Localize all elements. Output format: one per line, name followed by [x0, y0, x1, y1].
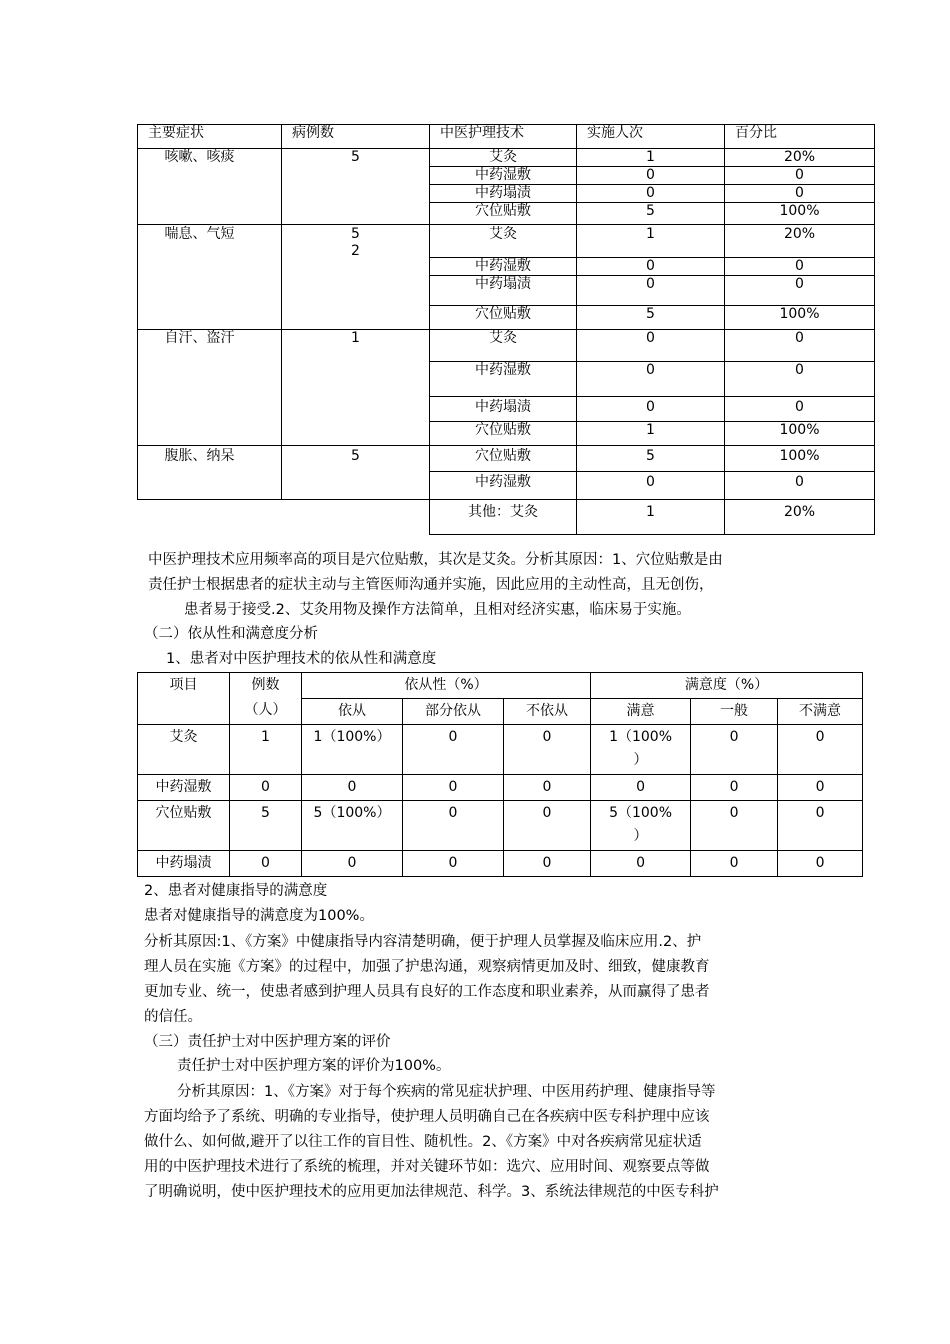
technique-cell: 穴位贴敷: [430, 306, 577, 330]
percent-cell: 0: [725, 362, 875, 397]
table-header-row: [138, 673, 863, 699]
cases-cell: 0: [230, 851, 302, 877]
partial-cell: 0: [403, 851, 504, 877]
satisfied-value: 1（100%: [609, 729, 672, 745]
partial-cell: 0: [403, 801, 504, 851]
count-cell: 5: [577, 306, 725, 330]
satisfied-cell: [591, 725, 691, 775]
para3-line1: 分析其原因：1、《方案》对于每个疾病的常见症状护理、中医用药护理、健康指导等: [177, 1084, 716, 1100]
technique-cell: 穴位贴敷: [430, 203, 577, 225]
para1-line1: 中医护理技术应用频率高的项目是穴位贴敷，其次是艾灸。分析其原因：1、穴位贴敷是由: [148, 552, 723, 568]
percent-cell: 100%: [725, 446, 875, 472]
neutral-cell: 0: [691, 851, 778, 877]
satisfied-value-wrap: ）: [633, 752, 648, 768]
section-heading-3: （三）责任护士对中医护理方案的评价: [144, 1034, 391, 1050]
neutral-cell: 0: [691, 801, 778, 851]
symptom-cell: 咳嗽、咳痰: [138, 149, 282, 225]
unsatisfied-cell: 0: [778, 775, 863, 801]
header-compliance: 依从性（%）: [302, 673, 591, 699]
technique-cell: 中药塌渍: [430, 276, 577, 306]
percent-cell: 0: [725, 258, 875, 276]
header-count: 实施人次: [577, 125, 725, 149]
symptom-cell: 喘息、气短: [138, 225, 282, 330]
count-cell: 5: [577, 203, 725, 225]
subheader-satisfied: 满意: [591, 699, 691, 725]
percent-cell: 0: [725, 276, 875, 306]
table-row: [138, 330, 875, 362]
header-cases-top: 例数: [251, 677, 280, 693]
technique-cell: 穴位贴敷: [430, 446, 577, 472]
count-cell: 5: [577, 446, 725, 472]
header-satisfaction: 满意度（%）: [591, 673, 863, 699]
item-cell: 艾灸: [138, 725, 230, 775]
count-cell: 1: [577, 500, 725, 535]
table-row: [138, 500, 875, 535]
header-cases: 病例数: [282, 125, 430, 149]
unsatisfied-cell: 0: [778, 801, 863, 851]
header-percent: 百分比: [725, 125, 875, 149]
percent-cell: 20%: [725, 149, 875, 167]
percent-cell: 100%: [725, 306, 875, 330]
cases-cell: [282, 225, 430, 330]
percent-cell: 0: [725, 472, 875, 500]
table-row: [138, 801, 863, 851]
subheader-comply: 依从: [302, 699, 403, 725]
header-symptom: 主要症状: [138, 125, 282, 149]
table-row: [138, 851, 863, 877]
subheading-health-guidance: 2、患者对健康指导的满意度: [144, 883, 328, 899]
para2-line3: 更加专业、统一，使患者感到护理人员具有良好的工作态度和职业素养，从而赢得了患者: [144, 984, 710, 1000]
count-cell: 1: [577, 422, 725, 446]
technique-cell: 其他：艾灸: [430, 500, 577, 535]
para3-line5: 了明确说明，使中医护理技术的应用更加法律规范、科学。3、系统法律规范的中医专科护: [144, 1184, 719, 1200]
count-cell: 0: [577, 362, 725, 397]
count-cell: 0: [577, 330, 725, 362]
para2-line4: 的信任。: [144, 1009, 202, 1025]
noncomply-cell: 0: [504, 725, 591, 775]
count-cell: 0: [577, 276, 725, 306]
satisfied-cell: [591, 801, 691, 851]
count-cell: 0: [577, 397, 725, 422]
technique-cell: 中药塌渍: [430, 185, 577, 203]
comply-cell: 5（100%）: [302, 801, 403, 851]
satisfied-cell: 0: [591, 775, 691, 801]
cases-value: 5: [351, 226, 360, 242]
cases-value-extra: 2: [351, 243, 360, 259]
cases-cell: 1: [282, 330, 430, 446]
table-row: [138, 446, 875, 472]
count-cell: 0: [577, 185, 725, 203]
noncomply-cell: 0: [504, 851, 591, 877]
cases-cell: 0: [230, 775, 302, 801]
satisfied-cell: 0: [591, 851, 691, 877]
para3-line4: 用的中医护理技术进行了系统的梳理，并对关键环节如：选穴、应用时间、观察要点等做: [144, 1159, 710, 1175]
count-cell: 0: [577, 472, 725, 500]
table-row: [138, 775, 863, 801]
table-row: [138, 725, 863, 775]
percent-cell: 20%: [725, 500, 875, 535]
partial-cell: 0: [403, 725, 504, 775]
item-cell: 中药塌渍: [138, 851, 230, 877]
header-cases: [230, 673, 302, 725]
compliance-satisfaction-table: [137, 672, 863, 877]
header-item: 项目: [138, 673, 230, 725]
cases-cell: 1: [230, 725, 302, 775]
subheader-partial: 部分依从: [403, 699, 504, 725]
section-heading-2: （二）依从性和满意度分析: [144, 626, 318, 642]
subheader-neutral: 一般: [691, 699, 778, 725]
comply-cell: 1（100%）: [302, 725, 403, 775]
para3-line3: 做什么、如何做,避开了以往工作的盲目性、随机性。2、《方案》中对各疾病常见症状适: [144, 1134, 702, 1150]
para2-line2: 理人员在实施《方案》的过程中，加强了护患沟通，观察病情更加及时、细致，健康教育: [144, 959, 710, 975]
percent-cell: 0: [725, 397, 875, 422]
subheader-unsatisfied: 不满意: [778, 699, 863, 725]
count-cell: 1: [577, 149, 725, 167]
neutral-cell: 0: [691, 775, 778, 801]
technique-cell: 艾灸: [430, 149, 577, 167]
satisfied-value-wrap: ）: [633, 828, 648, 844]
cases-cell: 5: [282, 446, 430, 500]
satisfaction-line: 患者对健康指导的满意度为100%。: [144, 908, 374, 924]
cases-cell: 5: [282, 149, 430, 225]
para2-line1: 分析其原因:1、《方案》中健康指导内容清楚明确，便于护理人员掌握及临床应用.2、护: [144, 934, 702, 950]
noncomply-cell: 0: [504, 775, 591, 801]
header-technique: 中医护理技术: [430, 125, 577, 149]
comply-cell: 0: [302, 775, 403, 801]
subheader-noncomply: 不依从: [504, 699, 591, 725]
technique-cell: 艾灸: [430, 330, 577, 362]
noncomply-cell: 0: [504, 801, 591, 851]
nursing-technique-table: [137, 124, 875, 535]
item-cell: 中药湿敷: [138, 775, 230, 801]
neutral-cell: 0: [691, 725, 778, 775]
technique-cell: 中药湿敷: [430, 362, 577, 397]
count-cell: 0: [577, 258, 725, 276]
technique-cell: 中药湿敷: [430, 472, 577, 500]
table-header-row: [138, 125, 875, 149]
percent-cell: 0: [725, 330, 875, 362]
technique-cell: 中药湿敷: [430, 258, 577, 276]
cases-cell: 5: [230, 801, 302, 851]
symptom-cell: 腹胀、纳呆: [138, 446, 282, 500]
count-cell: 0: [577, 167, 725, 185]
item-cell: 穴位贴敷: [138, 801, 230, 851]
evaluation-line: 责任护士对中医护理方案的评价为100%。: [177, 1058, 451, 1074]
partial-cell: 0: [403, 775, 504, 801]
technique-cell: 中药塌渍: [430, 397, 577, 422]
table-row: [138, 149, 875, 167]
percent-cell: 0: [725, 185, 875, 203]
count-cell: 1: [577, 225, 725, 258]
para3-line2: 方面均给予了系统、明确的专业指导，使护理人员明确自己在各疾病中医专科护理中应该: [144, 1109, 710, 1125]
percent-cell: 100%: [725, 422, 875, 446]
percent-cell: 0: [725, 167, 875, 185]
unsatisfied-cell: 0: [778, 851, 863, 877]
technique-cell: 穴位贴敷: [430, 422, 577, 446]
percent-cell: 100%: [725, 203, 875, 225]
technique-cell: 艾灸: [430, 225, 577, 258]
table-row: [138, 225, 875, 258]
symptom-cell: 自汗、盗汗: [138, 330, 282, 446]
technique-cell: 中药湿敷: [430, 167, 577, 185]
para1-line3: 患者易于接受.2、艾灸用物及操作方法简单，且相对经济实惠，临床易于实施。: [184, 602, 691, 618]
comply-cell: 0: [302, 851, 403, 877]
unsatisfied-cell: 0: [778, 725, 863, 775]
percent-cell: 20%: [725, 225, 875, 258]
satisfied-value: 5（100%: [609, 805, 672, 821]
header-cases-bottom: （人）: [244, 702, 287, 718]
subheading-compliance: 1、患者对中医护理技术的依从性和满意度: [166, 651, 437, 667]
para1-line2: 责任护士根据患者的症状主动与主管医师沟通并实施，因此应用的主动性高，且无创伤，: [148, 577, 714, 593]
